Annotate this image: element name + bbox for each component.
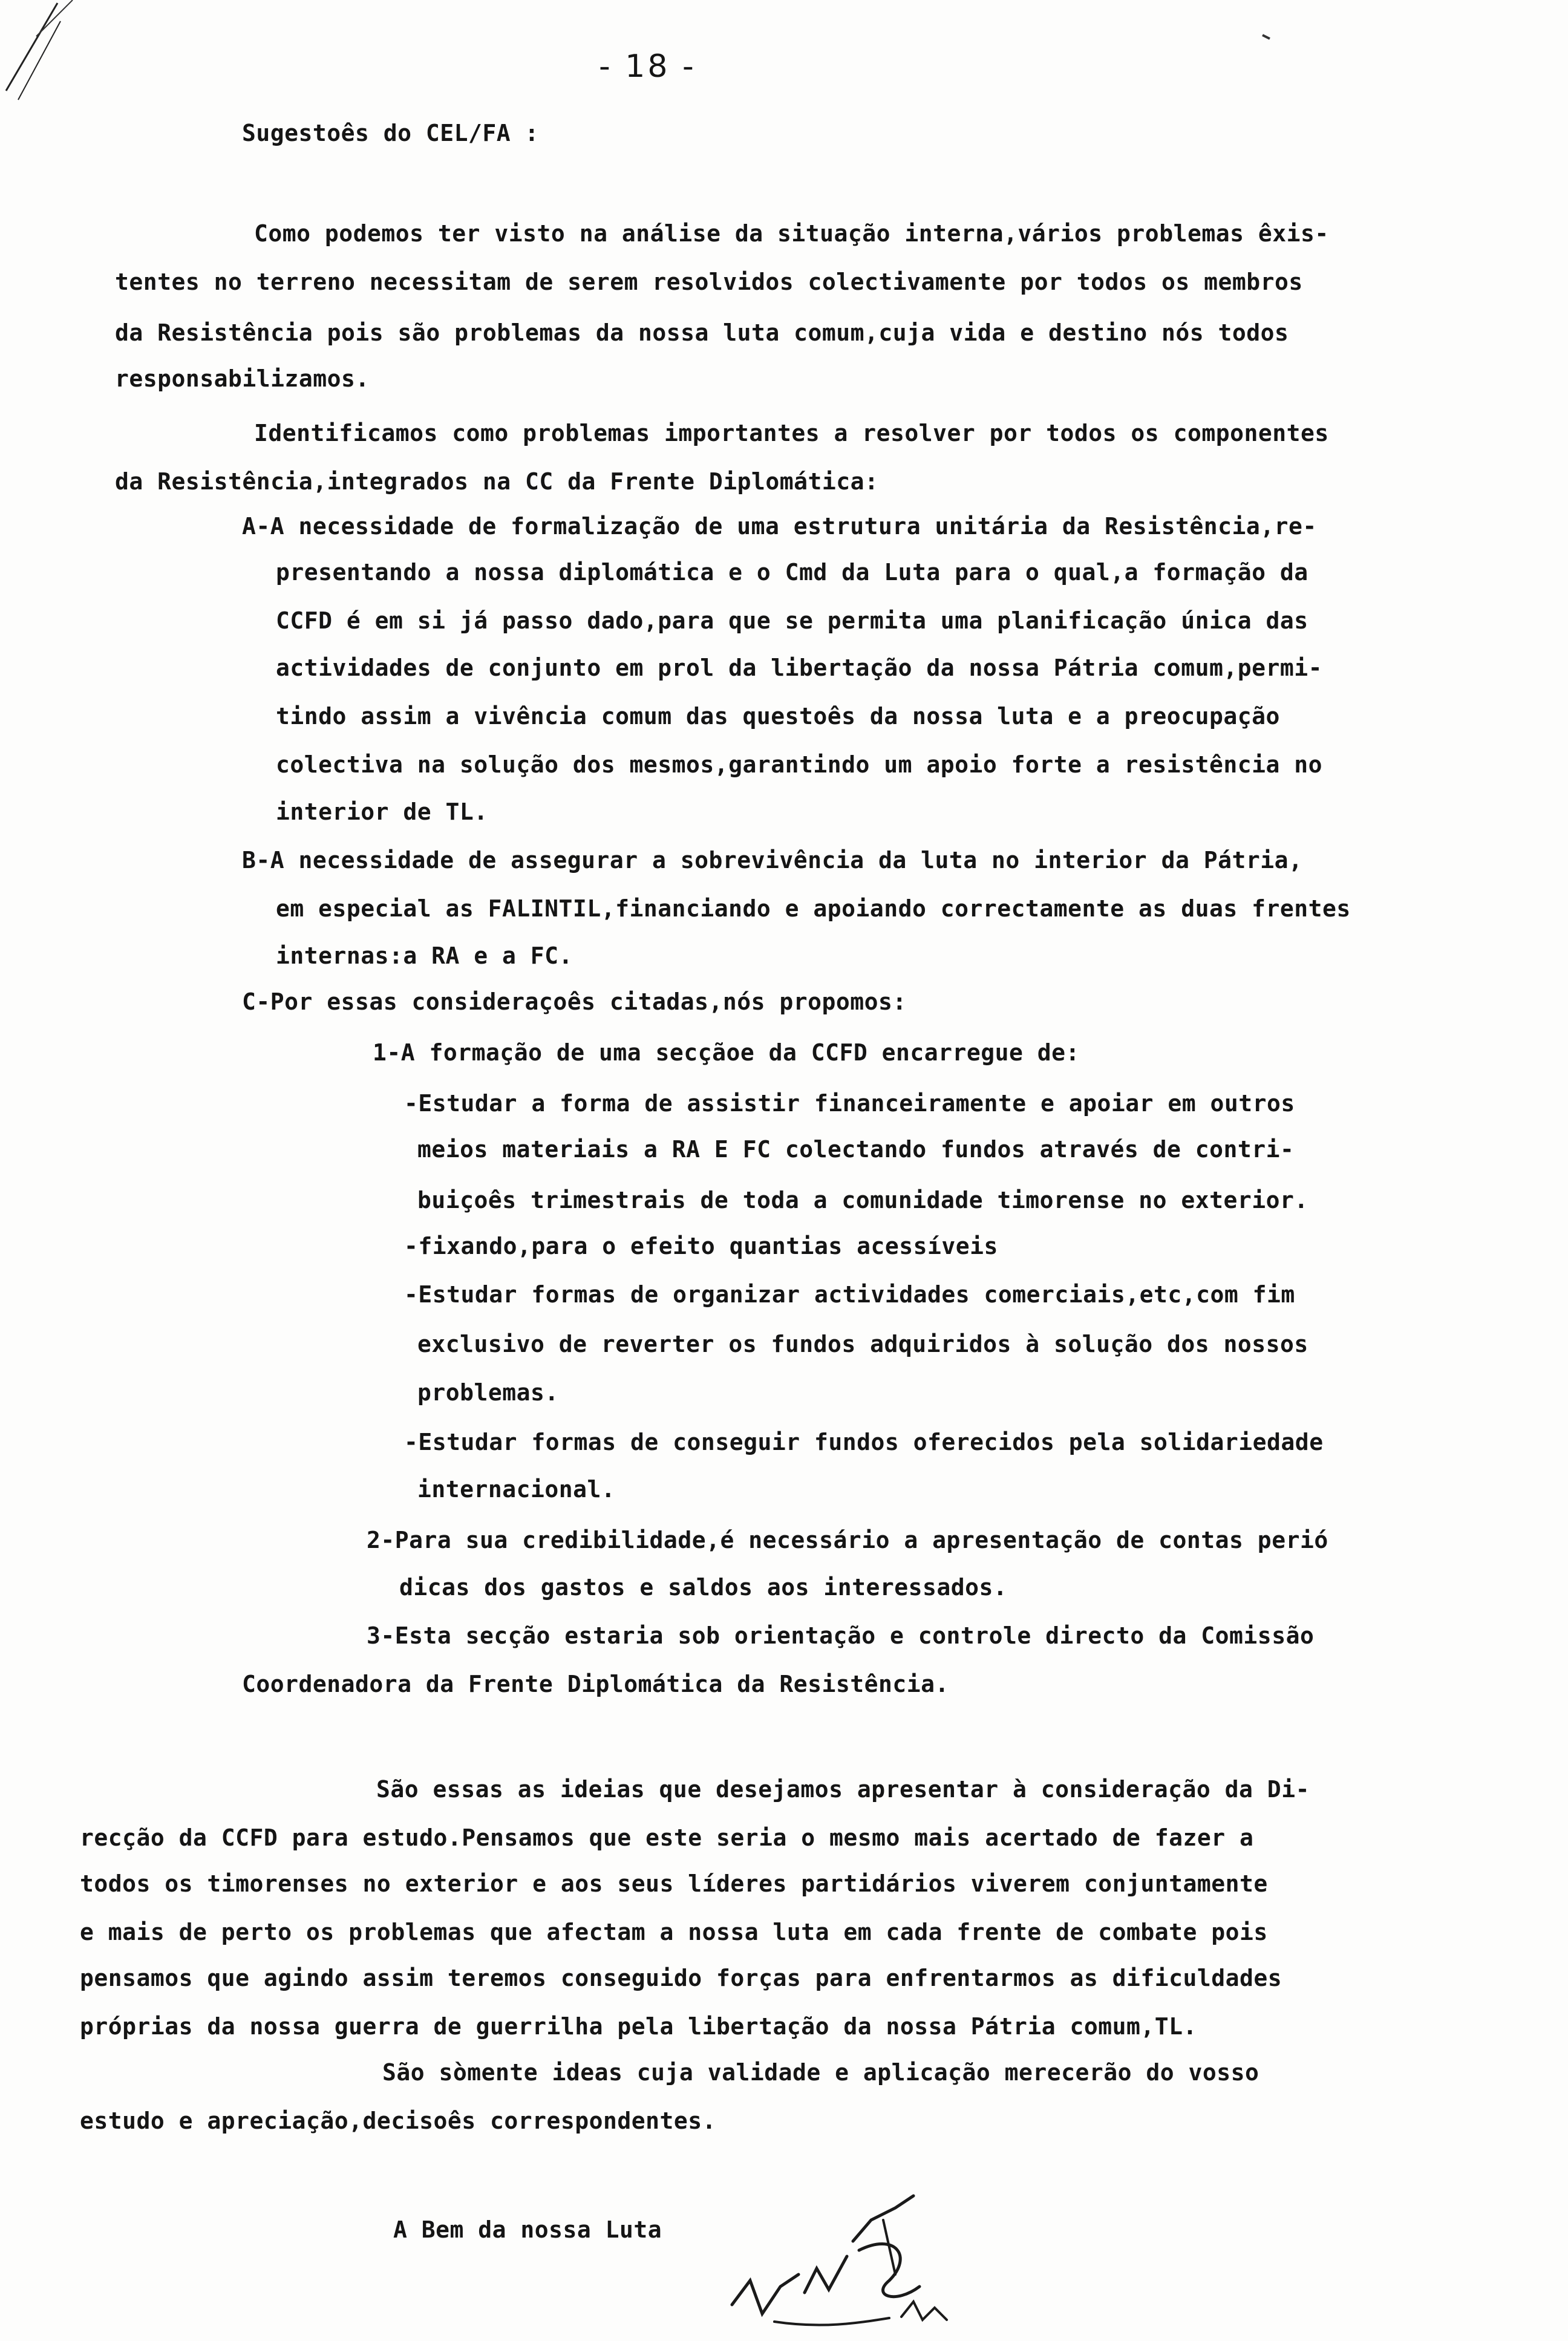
sub-item-line: -fixando,para o efeito quantias acessíveis xyxy=(404,1233,998,1259)
sub-item-line: -Estudar formas de conseguir fundos oferecidos pela solidariedade xyxy=(404,1429,1324,1455)
intro-line: Como podemos ter visto na análise da situação interna,vários problemas êxis- xyxy=(254,220,1329,247)
final-line: São sòmente ideas cuja validade e aplicação merecerão do vosso xyxy=(382,2059,1259,2086)
page-number: - 18 - xyxy=(599,48,696,85)
sub-item-line: -Estudar formas de organizar actividades comerciais,etc,com fim xyxy=(404,1281,1295,1308)
sub-item-line: -Estudar a forma de assistir financeiramente e apoiar em outros xyxy=(404,1090,1295,1117)
item-1-line: 1-A formação de uma secçãoe da CCFD encarregue de: xyxy=(373,1039,1080,1066)
identify-line: da Resistência,integrados na CC da Frente Diplomática: xyxy=(115,468,879,495)
page-speck-mark xyxy=(1261,30,1279,42)
closing-line: todos os timorenses no exterior e aos seus líderes partidários viverem conjuntamente xyxy=(80,1870,1268,1897)
sub-item-line: problemas. xyxy=(417,1379,559,1406)
point-b-line: B-A necessidade de assegurar a sobrevivência da luta no interior da Pátria, xyxy=(242,847,1303,873)
handwritten-signature xyxy=(714,2184,968,2335)
closing-line: São essas as ideias que desejamos apresentar à consideração da Di- xyxy=(376,1776,1310,1803)
closing-line: recção da CCFD para estudo.Pensamos que este seria o mesmo mais acertado de fazer a xyxy=(80,1824,1254,1851)
intro-line: responsabilizamos. xyxy=(115,365,370,392)
point-a-line: interior de TL. xyxy=(276,798,488,825)
item-3-line: Coordenadora da Frente Diplomática da Resistência. xyxy=(242,1671,949,1697)
identify-line: Identificamos como problemas importantes a resolver por todos os componentes xyxy=(254,420,1329,446)
point-b-line: em especial as FALINTIL,financiando e apoiando correctamente as duas frentes xyxy=(276,895,1351,922)
intro-line: da Resistência pois são problemas da nossa luta comum,cuja vida e destino nós todos xyxy=(115,319,1289,346)
sub-item-line: exclusivo de reverter os fundos adquiridos à solução dos nossos xyxy=(417,1331,1308,1357)
closing-line: pensamos que agindo assim teremos conseguido forças para enfrentarmos as dificuldades xyxy=(80,1965,1282,1991)
sub-item-line: internacional. xyxy=(417,1476,616,1503)
item-2-line: 2-Para sua credibilidade,é necessário a apresentação de contas perió xyxy=(367,1527,1328,1553)
point-a-line: colectiva na solução dos mesmos,garantindo um apoio forte a resistência no xyxy=(276,751,1322,778)
intro-line: tentes no terreno necessitam de serem resolvidos colectivamente por todos os membros xyxy=(115,269,1303,295)
item-3-line: 3-Esta secção estaria sob orientação e controle directo da Comissão xyxy=(367,1622,1315,1649)
final-line: estudo e apreciação,decisoês correspondentes. xyxy=(80,2108,717,2134)
closing-line: próprias da nossa guerra de guerrilha pela libertação da nossa Pátria comum,TL. xyxy=(80,2013,1197,2040)
sub-item-line: meios materiais a RA E FC colectando fundos através de contri- xyxy=(417,1136,1295,1163)
point-c-line: C-Por essas consideraçoês citadas,nós propomos: xyxy=(242,988,907,1015)
point-a-line: actividades de conjunto em prol da libertação da nossa Pátria comum,permi- xyxy=(276,655,1322,681)
point-a-line: tindo assim a vivência comum das questoês da nossa luta e a preocupação xyxy=(276,703,1280,730)
sub-item-line: buiçoês trimestrais de toda a comunidade timorense no exterior. xyxy=(417,1187,1308,1213)
heading: Sugestoês do CEL/FA : xyxy=(242,120,539,146)
closing-line: e mais de perto os problemas que afectam a nossa luta em cada frente de combate pois xyxy=(80,1919,1268,1945)
item-2-line: dicas dos gastos e saldos aos interessados. xyxy=(399,1574,1008,1601)
point-a-line: presentando a nossa diplomática e o Cmd da Luta para o qual,a formação da xyxy=(276,559,1308,586)
corner-scribble-mark xyxy=(0,0,85,109)
point-a-line: A-A necessidade de formalização de uma estrutura unitária da Resistência,re- xyxy=(242,513,1317,540)
point-b-line: internas:a RA e a FC. xyxy=(276,942,573,969)
sign-off: A Bem da nossa Luta xyxy=(393,2216,662,2243)
point-a-line: CCFD é em si já passo dado,para que se permita uma planificação única das xyxy=(276,607,1308,634)
